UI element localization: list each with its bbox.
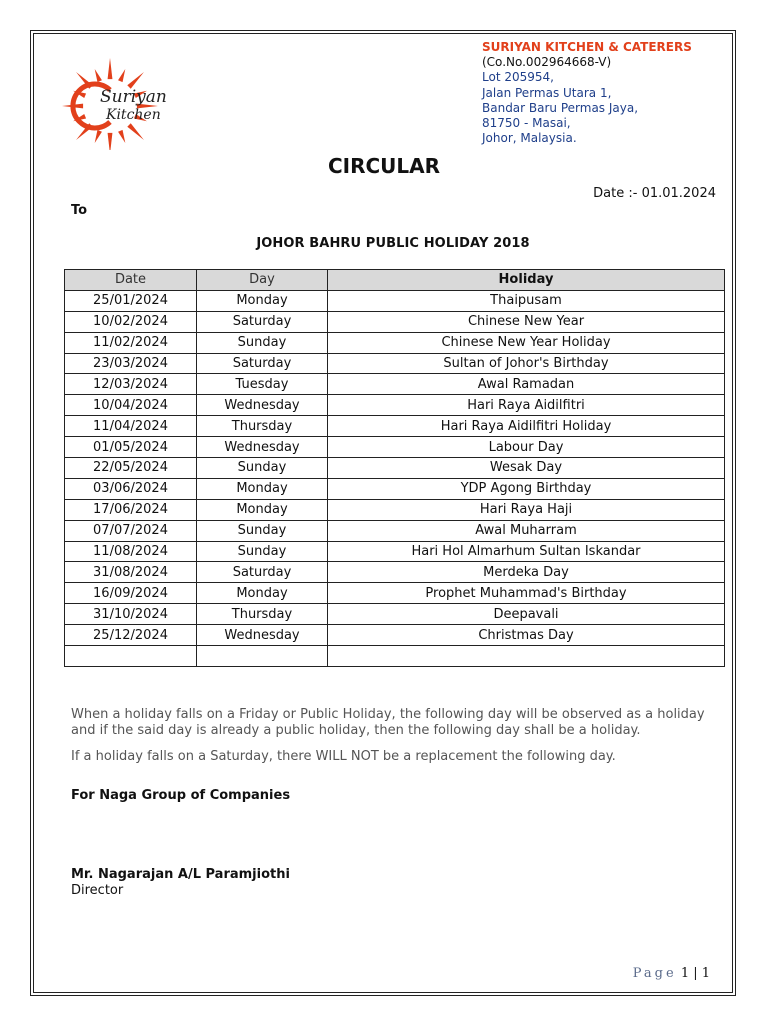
cell-holiday: Awal Ramadan xyxy=(328,374,725,395)
cell-day: Saturday xyxy=(197,562,328,583)
company-logo xyxy=(44,50,174,150)
company-reg-no: (Co.No.002964668-V) xyxy=(482,55,612,70)
sun-ray xyxy=(127,123,144,140)
cell-day: Sunday xyxy=(197,541,328,562)
holiday-table xyxy=(64,269,725,667)
table-row xyxy=(65,541,725,562)
recipient-label: To xyxy=(71,203,88,218)
table-row xyxy=(65,416,725,437)
table-row xyxy=(65,395,725,416)
cell-date: 03/06/2024 xyxy=(65,478,197,499)
cell-date: 10/02/2024 xyxy=(65,311,197,332)
cell-holiday: Sultan of Johor's Birthday xyxy=(328,353,725,374)
cell-date: 25/01/2024 xyxy=(65,290,197,311)
cell-date: 11/02/2024 xyxy=(65,332,197,353)
page-number xyxy=(633,966,710,981)
cell-date: 16/09/2024 xyxy=(65,583,197,604)
sun-ray xyxy=(118,69,125,82)
cell-holiday: Wesak Day xyxy=(328,458,725,479)
cell-day: Monday xyxy=(197,499,328,520)
cell-day: Monday xyxy=(197,290,328,311)
cell-day: Saturday xyxy=(197,353,328,374)
sun-ray xyxy=(108,58,113,79)
header-date: Date xyxy=(65,270,197,291)
cell-holiday: Hari Raya Aidilfitri xyxy=(328,395,725,416)
table-row xyxy=(65,437,725,458)
cell-date: 10/04/2024 xyxy=(65,395,197,416)
table-row xyxy=(65,583,725,604)
cell-holiday: Chinese New Year xyxy=(328,311,725,332)
cell-day: Saturday xyxy=(197,311,328,332)
table-row xyxy=(65,604,725,625)
page-word: Page xyxy=(632,966,677,981)
table-row xyxy=(65,353,725,374)
sun-ray xyxy=(108,133,113,150)
address-line: Bandar Baru Permas Jaya, xyxy=(482,100,639,115)
logo-text-suriyan: Suriyan xyxy=(100,87,167,107)
cell-holiday: Merdeka Day xyxy=(328,562,725,583)
company-name: SURIYAN KITCHEN & CATERERS xyxy=(482,40,692,54)
header-day: Day xyxy=(197,270,328,291)
signature-role: Director xyxy=(71,883,124,898)
table-row xyxy=(65,332,725,353)
logo-text-kitchen: Kitchen xyxy=(106,107,161,123)
sun-ray xyxy=(95,130,102,143)
table-row xyxy=(65,311,725,332)
header-holiday: Holiday xyxy=(328,270,725,291)
cell-holiday xyxy=(328,646,725,667)
table-row xyxy=(65,625,725,646)
sun-logo-icon xyxy=(44,50,174,150)
company-header xyxy=(482,40,732,146)
cell-day: Sunday xyxy=(197,520,328,541)
cell-date: 23/03/2024 xyxy=(65,353,197,374)
document-date: Date :- 01.01.2024 xyxy=(593,186,716,201)
cell-date: 07/07/2024 xyxy=(65,520,197,541)
cell-holiday: Prophet Muhammad's Birthday xyxy=(328,583,725,604)
cell-date: 01/05/2024 xyxy=(65,437,197,458)
page-count: 1 | 1 xyxy=(680,966,710,981)
cell-date: 31/10/2024 xyxy=(65,604,197,625)
signature-name: Mr. Nagarajan A/L Paramjiothi xyxy=(71,867,290,882)
cell-day: Sunday xyxy=(197,332,328,353)
cell-day: Wednesday xyxy=(197,437,328,458)
cell-day xyxy=(197,646,328,667)
cell-holiday: YDP Agong Birthday xyxy=(328,478,725,499)
table-header-row xyxy=(65,270,725,291)
cell-holiday: Labour Day xyxy=(328,437,725,458)
table-row xyxy=(65,374,725,395)
document-title: CIRCULAR xyxy=(327,154,441,178)
table-row xyxy=(65,562,725,583)
cell-holiday: Thaipusam xyxy=(328,290,725,311)
cell-holiday: Hari Raya Aidilfitri Holiday xyxy=(328,416,725,437)
cell-day: Thursday xyxy=(197,416,328,437)
table-row xyxy=(65,458,725,479)
cell-holiday: Hari Hol Almarhum Sultan Iskandar xyxy=(328,541,725,562)
cell-date: 25/12/2024 xyxy=(65,625,197,646)
cell-day: Sunday xyxy=(197,458,328,479)
cell-date xyxy=(65,646,197,667)
cell-date: 17/06/2024 xyxy=(65,499,197,520)
note-replacement-rule: When a holiday falls on a Friday or Public Holiday, the following day will be observed as a holiday and if the said day is already a public holiday, then the following day shall be a holiday. xyxy=(71,707,705,738)
cell-holiday: Awal Muharram xyxy=(328,520,725,541)
cell-day: Monday xyxy=(197,583,328,604)
table-title: JOHOR BAHRU PUBLIC HOLIDAY 2018 xyxy=(256,236,530,251)
table-row xyxy=(65,290,725,311)
cell-holiday: Chinese New Year Holiday xyxy=(328,332,725,353)
cell-date: 31/08/2024 xyxy=(65,562,197,583)
address-line: Johor, Malaysia. xyxy=(482,131,577,146)
address-line: Lot 205954, xyxy=(482,70,554,85)
table-row xyxy=(65,499,725,520)
cell-day: Thursday xyxy=(197,604,328,625)
note-saturday-rule: If a holiday falls on a Saturday, there WILL NOT be a replacement the following day. xyxy=(71,749,616,764)
cell-date: 12/03/2024 xyxy=(65,374,197,395)
cell-date: 22/05/2024 xyxy=(65,458,197,479)
address-line: Jalan Permas Utara 1, xyxy=(482,85,612,100)
cell-day: Wednesday xyxy=(197,625,328,646)
address-line: 81750 - Masai, xyxy=(482,116,571,131)
signature-company: For Naga Group of Companies xyxy=(71,788,291,803)
cell-holiday: Christmas Day xyxy=(328,625,725,646)
cell-date: 11/04/2024 xyxy=(65,416,197,437)
table-row xyxy=(65,478,725,499)
cell-day: Tuesday xyxy=(197,374,328,395)
cell-day: Wednesday xyxy=(197,395,328,416)
cell-day: Monday xyxy=(197,478,328,499)
table-row xyxy=(65,520,725,541)
cell-holiday: Hari Raya Haji xyxy=(328,499,725,520)
sun-ray xyxy=(118,130,125,143)
sun-ray xyxy=(95,69,102,82)
cell-date: 11/08/2024 xyxy=(65,541,197,562)
table-row xyxy=(65,646,725,667)
cell-holiday: Deepavali xyxy=(328,604,725,625)
